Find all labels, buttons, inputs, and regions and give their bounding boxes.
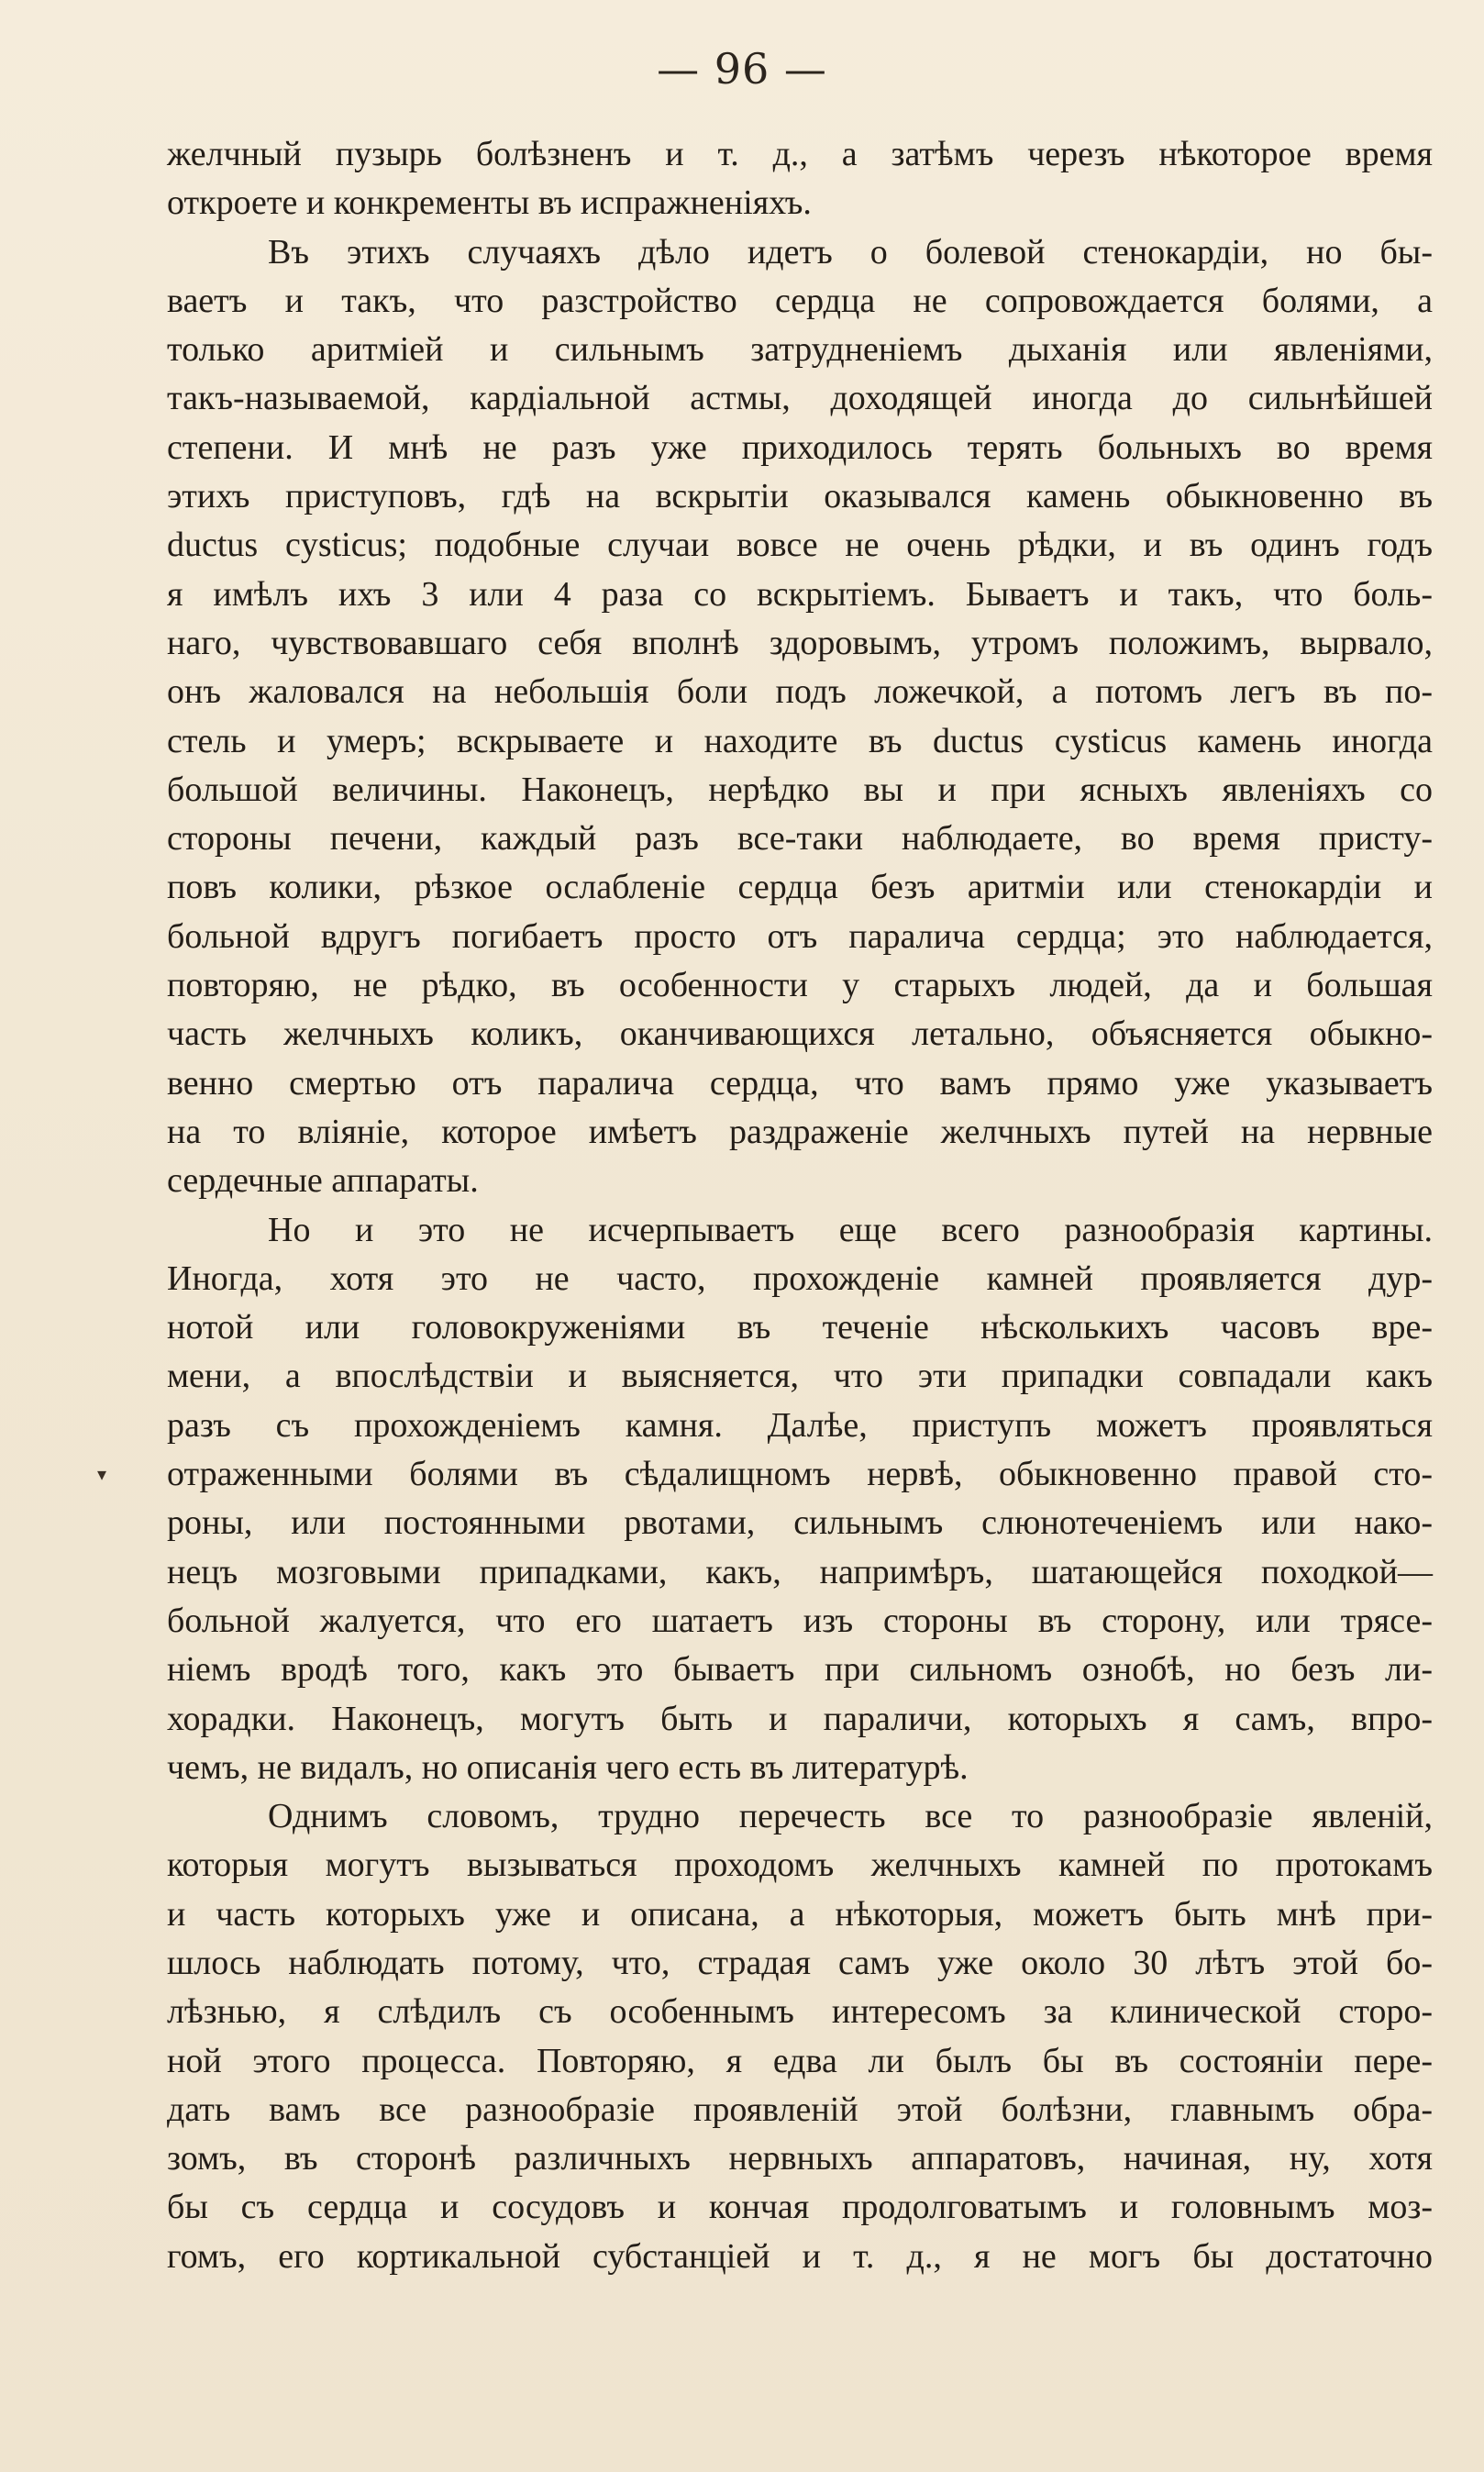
margin-mark: ▾ (97, 1463, 107, 1485)
text-line: повъ колики, рѣзкое ослабленiе сердца безъ аритмiи или стенокардiи и (167, 868, 1433, 907)
text-line: нотой или головокруженiями въ теченiе нѣсколькихъ часовъ вре- (167, 1308, 1433, 1347)
text-line: сердечные аппараты. (167, 1161, 479, 1201)
text-line: этихъ приступовъ, гдѣ на вскрытiи оказывался камень обыкновенно въ (167, 477, 1433, 516)
text-line: часть желчныхъ коликъ, оканчивающихся летально, объясняется обыкно- (167, 1014, 1433, 1054)
text-line: нiемъ вродѣ того, какъ это бываетъ при сильномъ ознобѣ, но безъ ли- (167, 1650, 1433, 1690)
text-line: разъ съ прохожденiемъ камня. Далѣе, приступъ можетъ проявляться (167, 1405, 1433, 1445)
text-line: повторяю, не рѣдко, въ особенности у старыхъ людей, да и большая (167, 966, 1433, 1005)
text-line: гомъ, его кортикальной субстанцiей и т. д., я не могъ бы достаточно (167, 2236, 1433, 2276)
text-line: стель и умеръ; вскрываете и находите въ ductus cysticus камень иногда (167, 721, 1433, 760)
text-line: степени. И мнѣ не разъ уже приходилось терять больныхъ во время (167, 427, 1433, 467)
text-line: роны, или постоянными рвотами, сильнымъ слюнотеченiемъ или нако- (167, 1503, 1433, 1543)
text-line: ной этого процесса. Повторяю, я едва ли былъ бы въ состоянiи пере- (167, 2041, 1433, 2080)
text-line: такъ-называемой, кардiальной астмы, доходящей иногда до сильнѣйшей (167, 379, 1433, 418)
text-line: зомъ, въ сторонѣ различныхъ нервныхъ аппаратовъ, начиная, ну, хотя (167, 2139, 1433, 2178)
text-line: Въ этихъ случаяхъ дѣло идетъ о болевой стенокардiи, но бы- (268, 232, 1433, 272)
page-number: — 96 — (657, 44, 827, 94)
text-line: желчный пузырь болѣзненъ и т. д., а затѣмъ черезъ нѣкоторое время (167, 135, 1433, 173)
text-line: на то влiянiе, которое имѣетъ раздраженiе желчныхъ путей на нервные (167, 1112, 1433, 1151)
text-line: бы съ сердца и сосудовъ и кончая продолговатымъ и головнымъ моз- (167, 2188, 1433, 2227)
text-line: онъ жаловался на небольшiя боли подъ ложечкой, а потомъ легъ въ по- (167, 672, 1433, 712)
text-line: наго, чувствовавшаго себя вполнѣ здоровымъ, утромъ положимъ, вырвало, (167, 623, 1433, 662)
text-line: и часть которыхъ уже и описана, а нѣкоторыя, можетъ быть мнѣ при- (167, 1894, 1433, 1934)
text-line: шлось наблюдать потому, что, страдая самъ уже около 30 лѣтъ этой бо- (167, 1943, 1433, 1982)
text-line: отраженными болями въ сѣдалищномъ нервѣ, обыкновенно правой сто- (167, 1455, 1433, 1494)
text-line: больной вдругъ погибаетъ просто отъ паралича сердца; это наблюдается, (167, 916, 1433, 956)
text-line: я имѣлъ ихъ 3 или 4 раза со вскрытiемъ. Бываетъ и такъ, что боль- (167, 574, 1433, 614)
text-line: Однимъ словомъ, трудно перечесть все то разнообразiе явленiй, (268, 1797, 1433, 1836)
text-line: венно смертью отъ паралича сердца, что вамъ прямо уже указываетъ (167, 1063, 1433, 1103)
text-line: только аритмiей и сильнымъ затрудненiемъ дыханiя или явленiями, (167, 330, 1433, 370)
text-line: хорадки. Наконецъ, могутъ быть и параличи, которыхъ я самъ, впро- (167, 1699, 1433, 1738)
text-line: больной жалуется, что его шатаетъ изъ стороны въ сторону, или трясе- (167, 1601, 1433, 1640)
text-line: Иногда, хотя это не часто, прохожденiе камней проявляется дур- (167, 1258, 1433, 1298)
text-line: лѣзнью, я слѣдилъ съ особеннымъ интересомъ за клинической сторо- (167, 1992, 1433, 2032)
text-line: ductus cysticus; подобные случаи вовсе не очень рѣдки, и въ одинъ годъ (167, 526, 1433, 565)
text-line: большой величины. Наконецъ, нерѣдко вы и при ясныхъ явленiяхъ со (167, 770, 1433, 809)
text-line: ваетъ и такъ, что разстройство сердца не сопровождается болями, а (167, 281, 1433, 320)
body-text (167, 130, 1433, 2281)
text-line: стороны печени, каждый разъ все-таки наблюдаете, во время присту- (167, 819, 1433, 859)
text-line: которыя могутъ вызываться проходомъ желчныхъ камней по протокамъ (167, 1846, 1433, 1885)
text-line: нецъ мозговыми припадками, какъ, напримѣръ, шатающейся походкой— (167, 1552, 1433, 1591)
text-line: мени, а впослѣдствiи и выясняется, что эти припадки совпадали какъ (167, 1357, 1433, 1396)
text-line: откроете и конкременты въ испражненiяхъ. (167, 183, 812, 223)
text-line: дать вамъ все разнообразiе проявленiй этой болѣзни, главнымъ обра- (167, 2090, 1433, 2129)
text-line: чемъ, не видалъ, но описанiя чего есть въ литературѣ. (167, 1747, 969, 1787)
text-line: Но и это не исчерпываетъ еще всего разнообразiя картины. (268, 1210, 1433, 1249)
